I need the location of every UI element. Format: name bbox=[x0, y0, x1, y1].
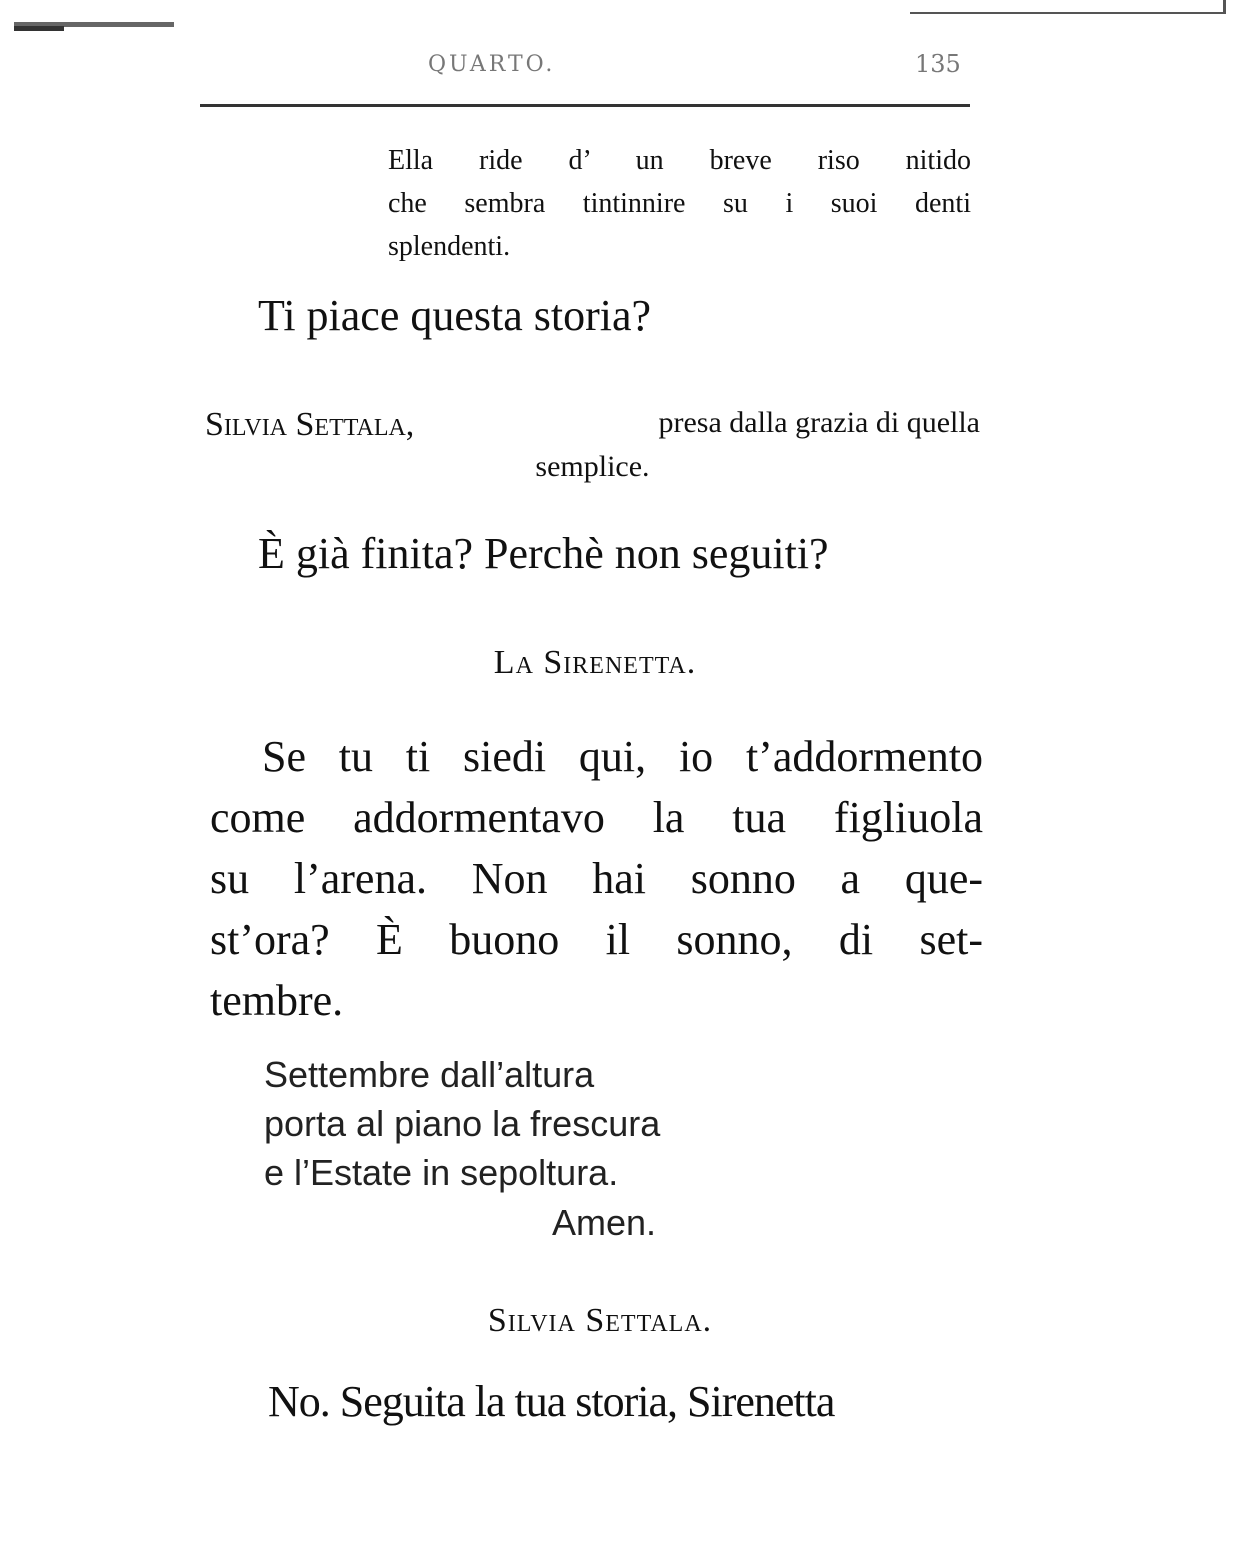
speech-line: È già finita? Perchè non seguiti? bbox=[258, 529, 829, 578]
character-name bbox=[200, 1302, 1000, 1340]
stage-direction-line: che sembra tintinnire su i suoi denti bbox=[388, 188, 971, 219]
song-line: e l’Estate in sepoltura. bbox=[264, 1152, 619, 1193]
speech-line: st’ora? È buono il sonno, di set- bbox=[210, 915, 983, 964]
stage-direction-line: Ella ride d’ un breve riso nitido bbox=[388, 145, 971, 176]
character-name bbox=[200, 644, 990, 682]
scan-edge-mark-right bbox=[910, 12, 1225, 14]
speech-line: No. Seguita la tua storia, Sirenetta bbox=[268, 1377, 835, 1426]
speech-line: come addormentavo la tua figliuola bbox=[210, 793, 983, 842]
scan-edge-mark-left-bold bbox=[14, 26, 64, 31]
character-direction-continued: semplice. bbox=[535, 450, 650, 483]
page-number: 135 bbox=[915, 50, 961, 78]
character-name-text: Silvia Settala. bbox=[487, 1302, 713, 1339]
song-end: Amen. bbox=[552, 1202, 657, 1243]
scan-edge-mark-right-bar bbox=[1223, 0, 1226, 14]
stage-direction-line: splendenti. bbox=[388, 231, 511, 262]
song-line: porta al piano la frescura bbox=[264, 1103, 661, 1144]
stage-direction bbox=[388, 139, 971, 268]
running-title: QUARTO. bbox=[428, 52, 556, 77]
speech-line: tembre. bbox=[210, 976, 344, 1025]
character-name-text: La Sirenetta. bbox=[493, 644, 697, 681]
speech-line: Ti piace questa storia? bbox=[258, 291, 652, 340]
header-rule bbox=[200, 104, 970, 107]
speech-block bbox=[210, 726, 983, 1031]
character-cue bbox=[205, 406, 980, 484]
speech-line: su l’arena. Non hai sonno a que- bbox=[210, 854, 983, 903]
character-direction: presa dalla grazia di quella bbox=[658, 406, 980, 439]
song-verse bbox=[264, 1050, 660, 1197]
character-name: Silvia Settala, bbox=[205, 406, 415, 443]
speech-line: Se tu ti siedi qui, io t’addormento bbox=[262, 732, 983, 781]
song-line: Settembre dall’altura bbox=[264, 1054, 595, 1095]
